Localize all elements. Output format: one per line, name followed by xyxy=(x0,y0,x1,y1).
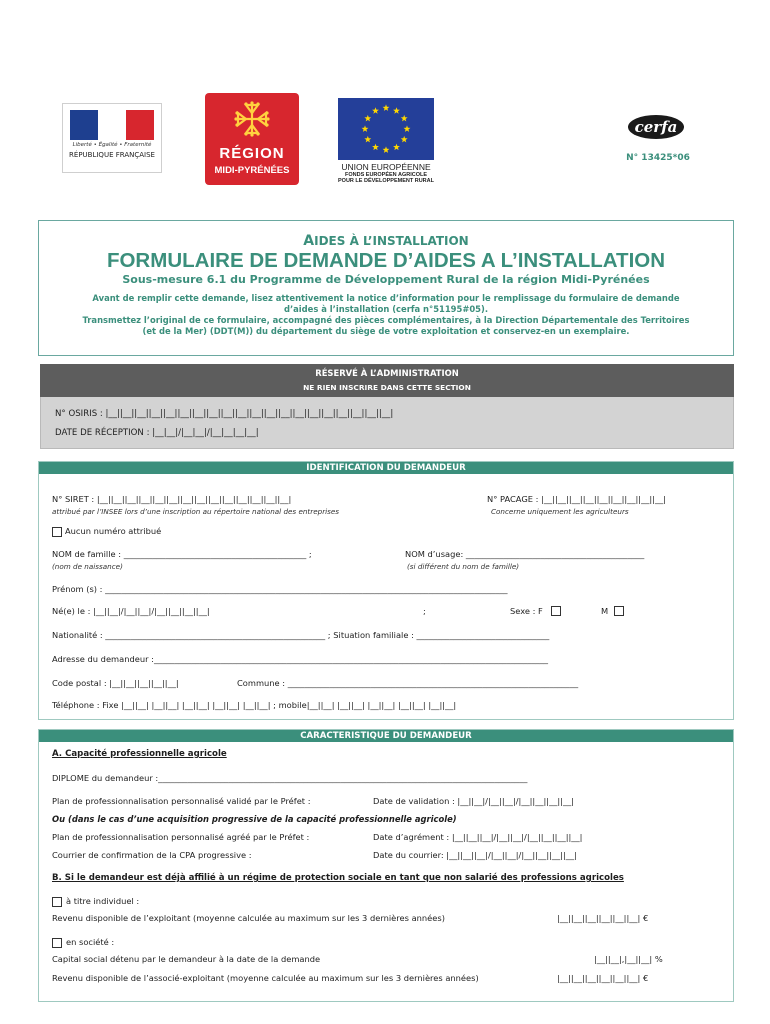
eu-name: UNION EUROPÉENNE xyxy=(341,162,431,172)
cerfa-logo: cerfa xyxy=(628,115,684,139)
aucun-numero-checkbox[interactable] xyxy=(52,527,62,537)
eu-star-icon xyxy=(372,107,379,114)
caracteristique-header: CARACTERISTIQUE DU DEMANDEUR xyxy=(39,730,733,742)
form-kicker-initial: A xyxy=(303,233,315,249)
sexe-m-label: M xyxy=(601,606,609,616)
occitan-cross-icon xyxy=(234,101,270,137)
revenu-exploitant-field[interactable]: |__||__||__||__||__||__| € xyxy=(557,913,649,923)
en-societe-label: en société : xyxy=(66,937,115,947)
en-societe-checkbox[interactable] xyxy=(52,938,62,948)
region-midi-pyrenees-logo xyxy=(205,93,299,185)
nom-naissance-note: (nom de naissance) xyxy=(52,562,123,571)
form-title: FORMULAIRE DE DEMANDE D’AIDES A L’INSTALLATION xyxy=(106,249,666,272)
eu-fund-line2: POUR LE DÉVELOPPEMENT RURAL xyxy=(338,178,434,184)
code-postal-field[interactable]: Code postal : |__||__||__||__||__| xyxy=(52,678,179,688)
capital-label: Capital social détenu par le demandeur à la date de la demande xyxy=(52,954,321,964)
revenu-associe-field[interactable]: |__||__||__||__||__||__| € xyxy=(557,973,649,983)
form-subtitle: Sous-mesure 6.1 du Programme de Développement Rural de la région Midi-Pyrénées xyxy=(122,273,650,286)
eu-fund-line1: FONDS EUROPÉEN AGRICOLE xyxy=(345,172,427,178)
instructions-line4: (et de la Mer) (DDT(M)) du département du siège de votre exploitation et conservez-en un exemplaire. xyxy=(142,326,630,336)
french-flag-icon xyxy=(70,110,154,140)
eu-star-icon xyxy=(401,115,408,122)
eu-star-icon xyxy=(372,144,379,151)
eu-stars xyxy=(338,98,434,160)
eu-star-icon xyxy=(383,146,390,153)
admin-section-body xyxy=(40,397,734,449)
nom-usage-note: (si différent du nom de famille) xyxy=(407,562,520,571)
telephone-field[interactable]: Téléphone : Fixe |__||__| |__||__| |__||__| |__||__| |__||__| ; mobile|__||__| |__||__| |__||__| |__||__| |__||__| xyxy=(52,700,457,710)
republique-name: RÉPUBLIQUE FRANÇAISE xyxy=(69,151,155,159)
plan-valide-label: Plan de professionnalisation personnalisé validé par le Préfet : xyxy=(52,796,311,806)
titre-individuel-label: à titre individuel : xyxy=(66,896,140,906)
nationalite-field[interactable]: Nationalité : _____________________________________________________ ; Situation familiale : ________________________________ xyxy=(52,630,550,640)
eu-fund xyxy=(330,172,442,184)
admin-subtitle: NE RIEN INSCRIRE DANS CETTE SECTION xyxy=(303,383,471,392)
pacage-note: Concerne uniquement les agriculteurs xyxy=(491,507,629,516)
capital-field[interactable]: |__||__|,|__||__| % xyxy=(594,954,663,964)
diplome-field[interactable]: DIPLOME du demandeur :_________________________________________________________________________________________ xyxy=(52,773,528,783)
admin-title: RÉSERVÉ À L’ADMINISTRATION xyxy=(315,368,459,378)
admin-section-header xyxy=(40,364,734,397)
date-validation-field[interactable]: Date de validation : |__||__|/|__||__|/|__||__||__||__| xyxy=(373,796,575,806)
commune-field[interactable]: Commune : ______________________________________________________________________ xyxy=(237,678,579,688)
siret-note: attribué par l’INSEE lors d’une inscription au répertoire national des entreprises xyxy=(52,507,340,516)
eu-star-icon xyxy=(393,107,400,114)
instructions-line1: Avant de remplir cette demande, lisez attentivement la notice d’information pour le remplissage du formulaire de demande xyxy=(92,293,680,303)
sexe-m-checkbox[interactable] xyxy=(614,606,624,616)
date-courrier-field[interactable]: Date du courrier: |__||__||__|/|__||__|/|__||__||__||__| xyxy=(373,850,577,860)
sexe-f-checkbox[interactable] xyxy=(551,606,561,616)
prenoms-field[interactable]: Prénom (s) : _________________________________________________________________________________________________ xyxy=(52,584,508,594)
revenu-exploitant-label: Revenu disponible de l’exploitant (moyenne calculée au maximum sur les 3 dernières années) xyxy=(52,913,445,923)
siret-field[interactable]: N° SIRET : |__||__||__||__||__||__||__||__||__||__||__||__||__||__| xyxy=(52,494,292,504)
title-box xyxy=(38,220,734,356)
eu-star-icon xyxy=(364,136,371,143)
region-name-line1: RÉGION xyxy=(219,145,285,162)
pacage-field[interactable]: N° PACAGE : |__||__||__||__||__||__||__||__||__| xyxy=(487,494,667,504)
sexe-f-label: Sexe : F xyxy=(510,606,543,616)
adresse-field[interactable]: Adresse du demandeur :_______________________________________________________________________________________________ xyxy=(52,654,549,664)
form-kicker-text: IDES À L’INSTALLATION xyxy=(314,234,469,248)
identification-header: IDENTIFICATION DU DEMANDEUR xyxy=(39,462,733,474)
nom-usage-field[interactable]: NOM d’usage: ___________________________________________ xyxy=(405,549,645,559)
eu-star-icon xyxy=(383,104,390,111)
plan-agree-label: Plan de professionnalisation personnalisé agréé par le Préfet : xyxy=(52,832,310,842)
eu-star-icon xyxy=(401,136,408,143)
republique-motto: Liberté • Égalité • Fraternité xyxy=(72,142,152,148)
eu-star-icon xyxy=(362,125,369,132)
cerfa-number: N° 13425*06 xyxy=(626,153,690,163)
instructions-line2: d’aides à l’installation (cerfa n°51195#05). xyxy=(283,304,489,314)
form-kicker xyxy=(39,233,733,249)
aucun-numero-label: Aucun numéro attribué xyxy=(65,526,162,536)
revenu-associe-label: Revenu disponible de l’associé-exploitant (moyenne calculée au maximum sur les 3 dernières années) xyxy=(52,973,479,983)
eu-star-icon xyxy=(404,125,411,132)
eu-star-icon xyxy=(364,115,371,122)
osiris-field: N° OSIRIS : |__||__||__||__||__||__||__||__||__||__||__||__||__||__||__||__||__||__||__||__| xyxy=(55,409,394,419)
nom-famille-field[interactable]: NOM de famille : ____________________________________________ ; xyxy=(52,549,312,559)
ou-note: Ou (dans le cas d’une acquisition progressive de la capacité professionnelle agricole) xyxy=(52,814,457,824)
section-a-title: A. Capacité professionnelle agricole xyxy=(52,749,227,759)
section-b-title: B. Si le demandeur est déjà affilié à un régime de protection sociale en tant que non salarié des professions agricoles xyxy=(52,873,624,883)
separator: ; xyxy=(423,606,426,616)
region-name-line2: MIDI-PYRÉNÉES xyxy=(214,165,290,176)
date-naissance-field[interactable]: Né(e) le : |__||__|/|__||__|/|__||__||__||__| xyxy=(52,606,210,616)
date-agrement-field[interactable]: Date d’agrément : |__||__||__|/|__||__|/|__||__||__||__| xyxy=(373,832,583,842)
instructions-line3: Transmettez l’original de ce formulaire, accompagné des pièces complémentaires, à la Direction Départementale des Territoires xyxy=(82,315,690,325)
courrier-label: Courrier de confirmation de la CPA progressive : xyxy=(52,850,252,860)
reception-date-field: DATE DE RÉCEPTION : |__|__|/|__|__|/|__|__|__|__| xyxy=(55,428,259,438)
eu-star-icon xyxy=(393,144,400,151)
republique-francaise-logo xyxy=(62,103,162,173)
eu-flag-icon xyxy=(338,98,434,160)
titre-individuel-checkbox[interactable] xyxy=(52,897,62,907)
